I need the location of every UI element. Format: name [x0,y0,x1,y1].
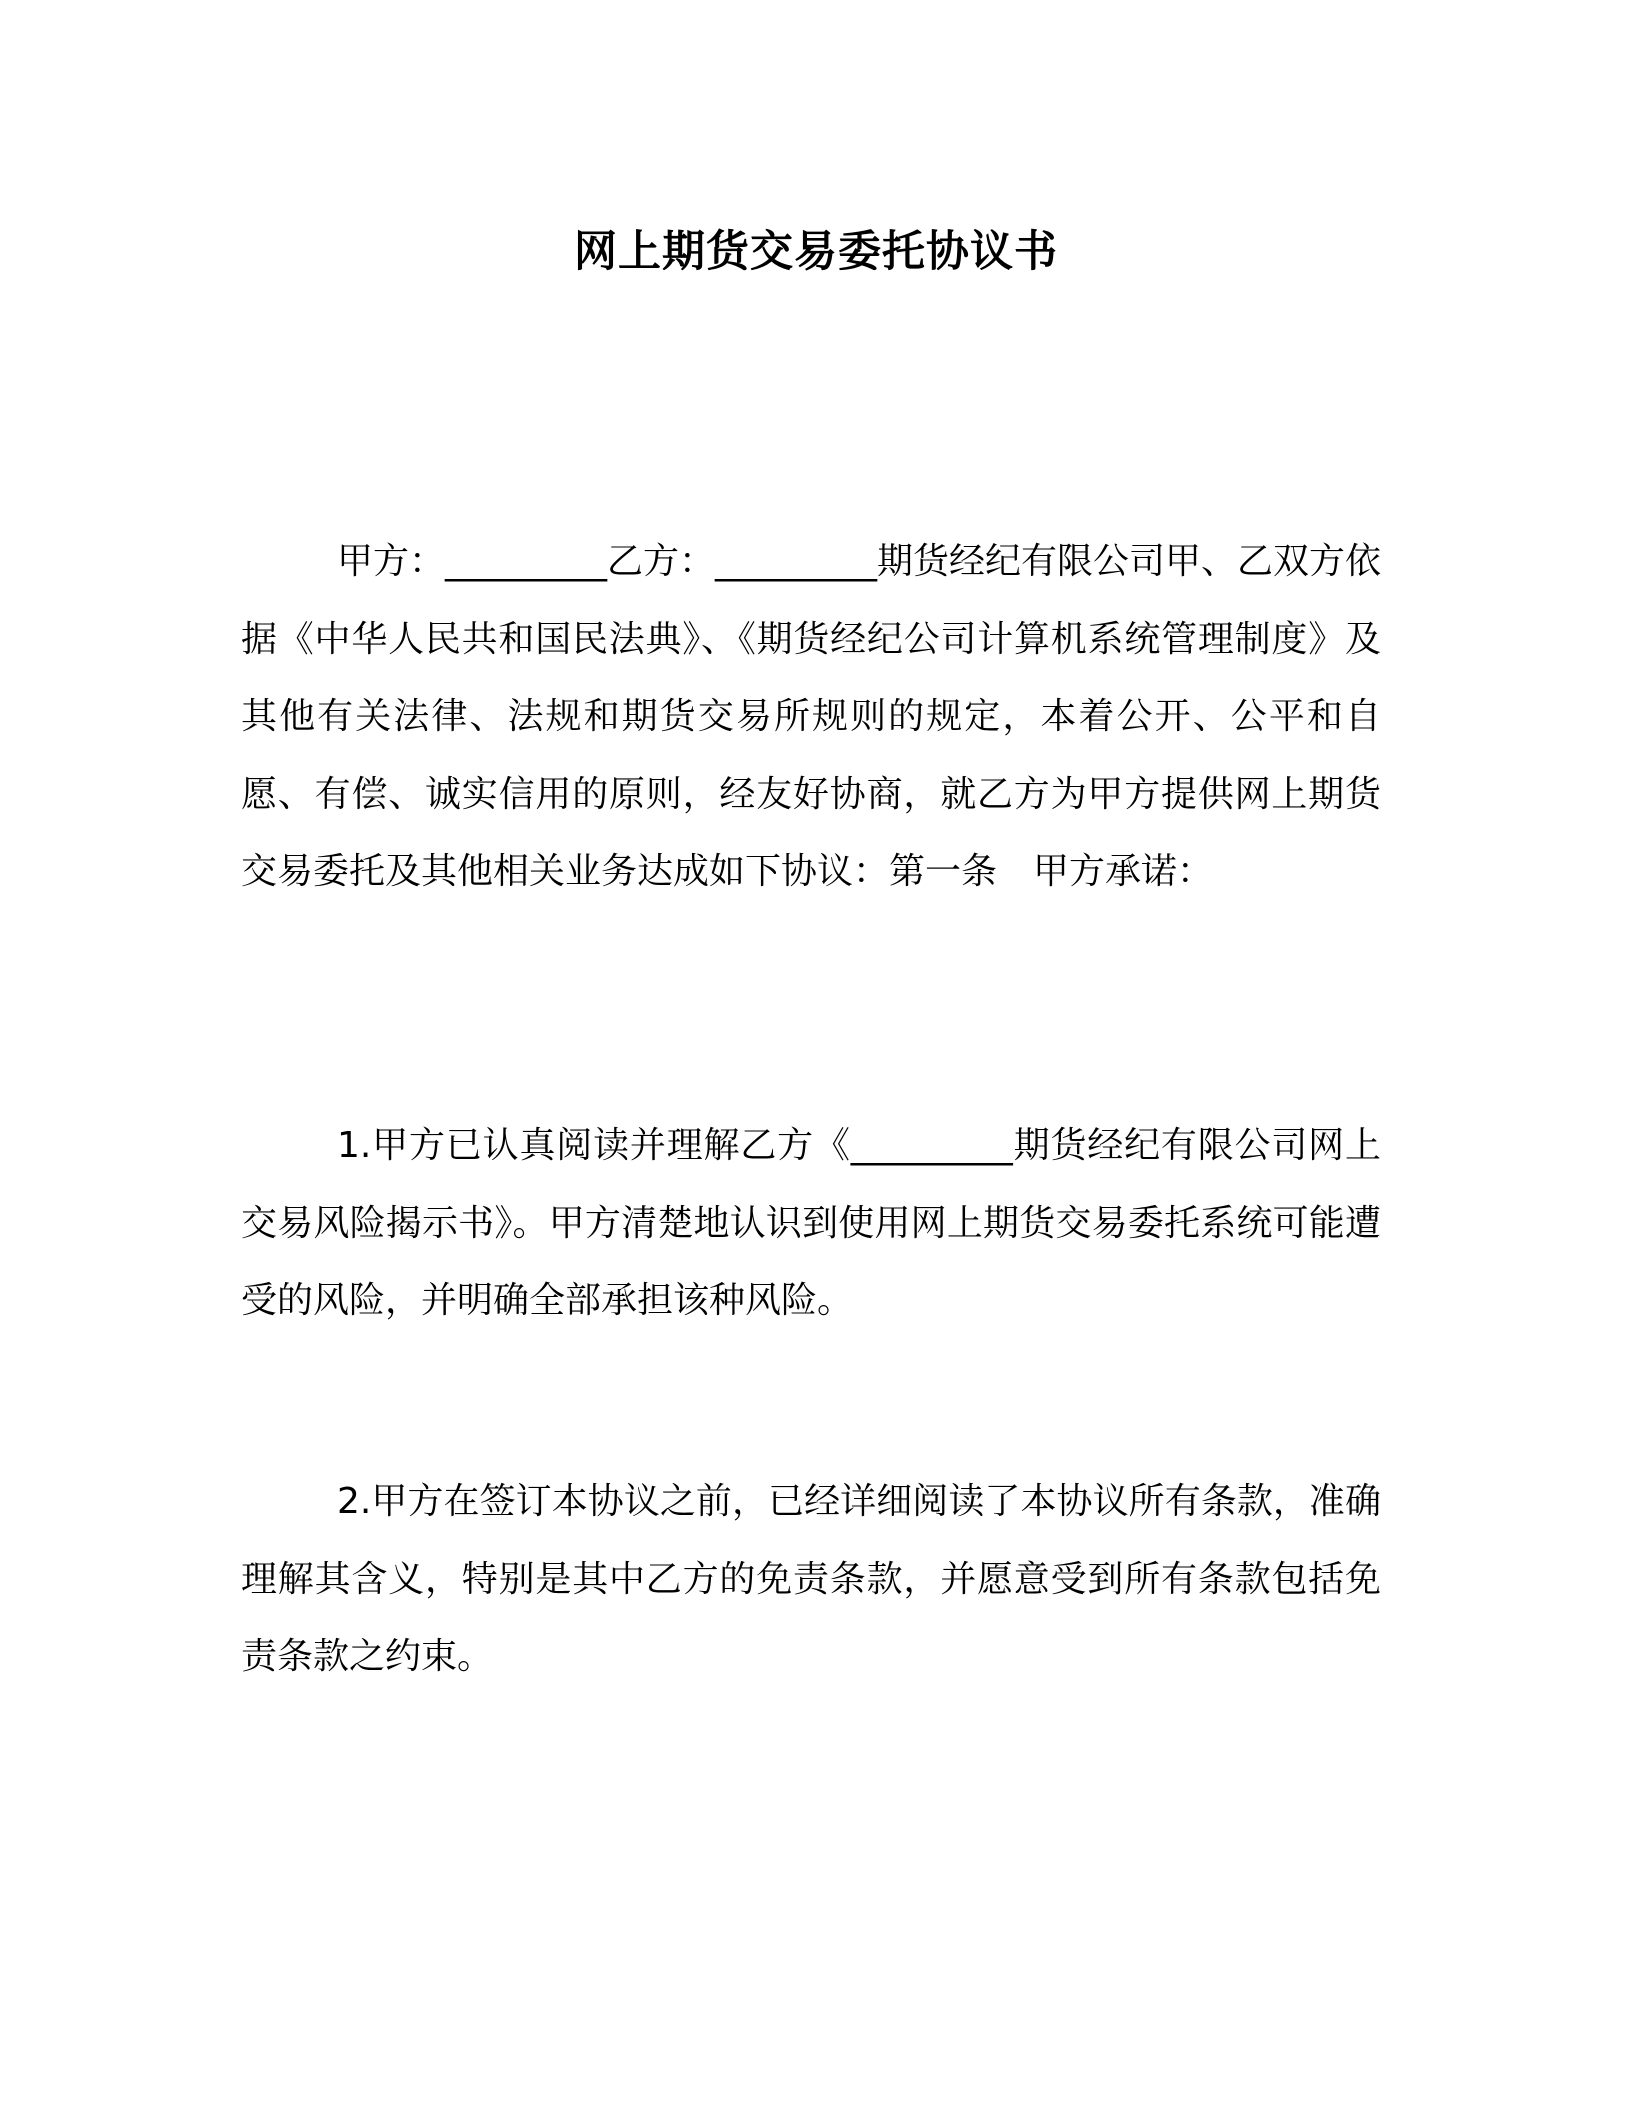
paragraph-clause-1: 1.甲方已认真阅读并理解乙方《_________期货经纪有限公司网上交易风险揭示书》。甲方清楚地认识到使用网上期货交易委托系统可能遭受的风险，并明确全部承担该种风险。 [241,1125,1381,1321]
paragraph-clause-2: 2.甲方在签订本协议之前，已经详细阅读了本协议所有条款，准确理解其含义，特别是其中乙方的免责条款，并愿意受到所有条款包括免责条款之约束。 [241,1481,1381,1677]
paragraph-preamble: 甲方：_________乙方：_________期货经纪有限公司甲、乙双方依据《中华人民共和国民法典》、《期货经纪公司计算机系统管理制度》及其他有关法律、法规和期货交易所规则的规定，本着公开、公平和自愿、有偿、诚实信用的原则，经友好协商，就乙方为甲方提供网上期货交易委托及其他相关业务达成如下协议：第一条 甲方承诺： [241,541,1382,892]
document-title: 网上期货交易委托协议书 [574,227,1058,277]
